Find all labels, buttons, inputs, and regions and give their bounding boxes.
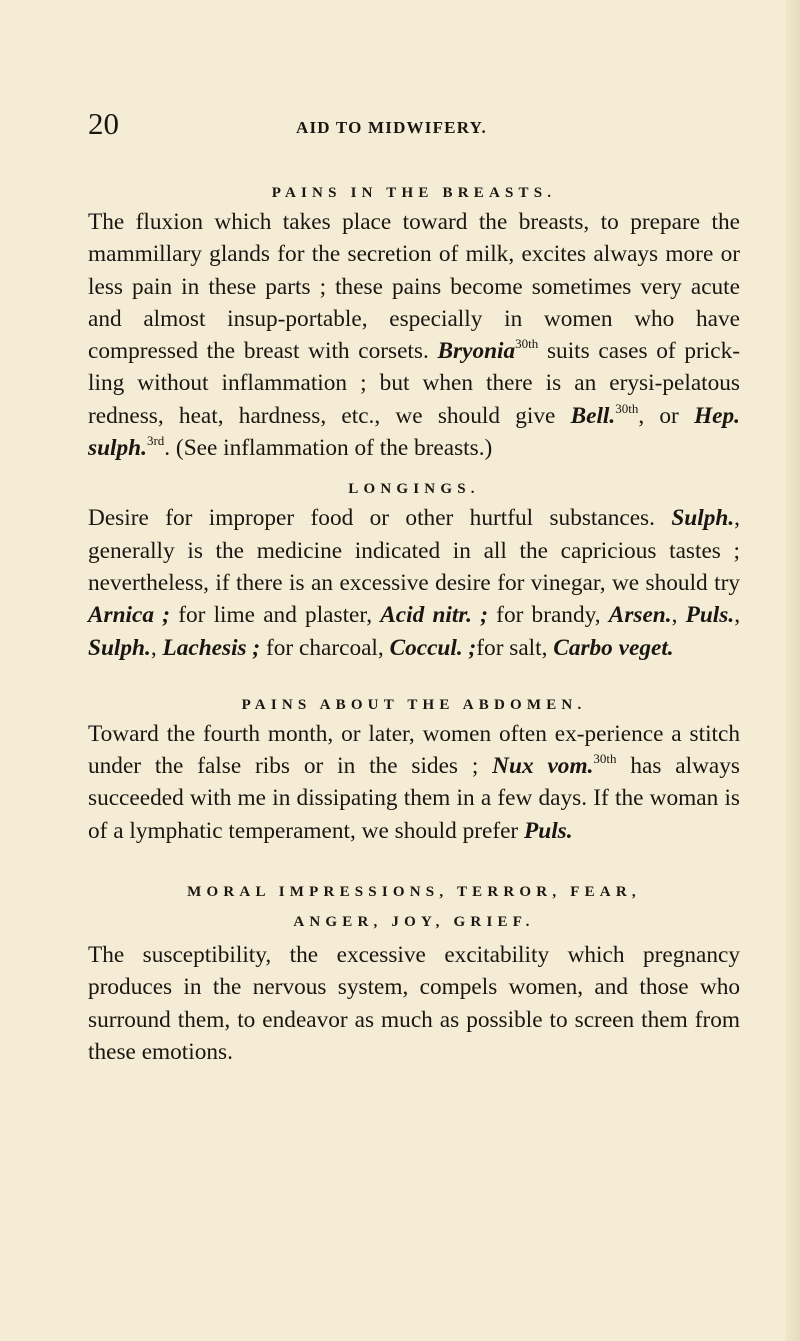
text-run: . (See inflammation of the breasts.) — [164, 435, 493, 462]
remedy-name: Carbo veget. — [553, 634, 674, 661]
page-body — [88, 182, 740, 1068]
remedy-name: Puls. — [685, 602, 735, 629]
remedy-name: Nux vom. — [492, 753, 594, 780]
text-run: for salt, — [476, 634, 554, 661]
potency: 30th — [515, 336, 539, 352]
page-header — [0, 106, 800, 146]
text-run: , or — [638, 402, 695, 429]
section-heading-moral-impressions — [88, 877, 740, 937]
text-run: , — [671, 602, 686, 629]
remedy-name: Coccul. ; — [389, 634, 477, 661]
remedy-name: Hep. sulph. — [88, 402, 740, 462]
text-run: Toward the fourth month, or later, women often ex-perience a stitch under the false ribs or in the sides ; — [88, 720, 740, 780]
running-head: AID TO MIDWIFERY. — [296, 118, 487, 137]
text-run: , — [734, 602, 741, 629]
paragraph-longings — [88, 502, 740, 663]
text-run: has always succeeded with me in dissipating them in a few days. If the woman is of a lymphatic temperament, we should prefer — [88, 753, 740, 844]
heading-line: ANGER, JOY, GRIEF. — [293, 914, 535, 931]
remedy-name: Bell. — [570, 402, 616, 429]
remedy-name: Puls. — [524, 817, 573, 844]
potency: 30th — [593, 751, 617, 767]
section-heading-breasts: PAINS IN THE BREASTS. — [271, 185, 557, 201]
remedy-name: Acid nitr. ; — [380, 602, 488, 629]
text-run: for lime and plaster, — [170, 602, 381, 629]
paragraph-breasts — [88, 206, 740, 464]
text-run: , generally is the medicine indicated in all the capricious tastes ; nevertheless, if there is an excessive desire for vinegar, we should try — [88, 505, 740, 596]
text-run: for brandy, — [487, 602, 609, 629]
remedy-name: Lachesis ; — [162, 634, 261, 661]
text-run: suits cases of prick-ling without inflammation ; but when there is an erysi-pelatous redness, heat, hardness, etc., we should give — [88, 338, 740, 429]
text-run: , — [150, 634, 163, 661]
paragraph-abdomen — [88, 718, 740, 847]
section-heading-longings: LONGINGS. — [348, 481, 480, 498]
page-number: 20 — [88, 106, 119, 141]
remedy-name: Arsen. — [608, 602, 672, 629]
paragraph-moral-impressions — [88, 939, 740, 1068]
heading-line: MORAL IMPRESSIONS, TERROR, FEAR, — [187, 884, 641, 901]
text-run: The susceptibility, the excessive excitability which pregnancy produces in the nervous system, compels women, and those who surround them, to endeavor as much as possible to screen them from these emotions. — [88, 942, 740, 1065]
remedy-name: Arnica ; — [88, 602, 170, 629]
remedy-name: Sulph. — [88, 634, 151, 661]
section-heading-abdomen: PAINS ABOUT THE ABDOMEN. — [241, 696, 587, 713]
page-edge-shadow — [786, 0, 800, 1341]
potency: 30th — [615, 401, 639, 417]
text-run: The fluxion which takes place toward the breasts, to prepare the mammillary glands for the secretion of milk, excites always more or less pain in these parts ; these pains become sometimes very acute and almost insup-portable, especially in women who have compressed the breast with corsets. — [88, 209, 740, 365]
text-run: Desire for improper food or other hurtful substances. — [88, 505, 672, 532]
potency: 3rd — [146, 433, 165, 449]
remedy-name: Bryonia — [437, 338, 516, 365]
remedy-name: Sulph. — [671, 505, 735, 532]
text-run: for charcoal, — [260, 634, 390, 661]
